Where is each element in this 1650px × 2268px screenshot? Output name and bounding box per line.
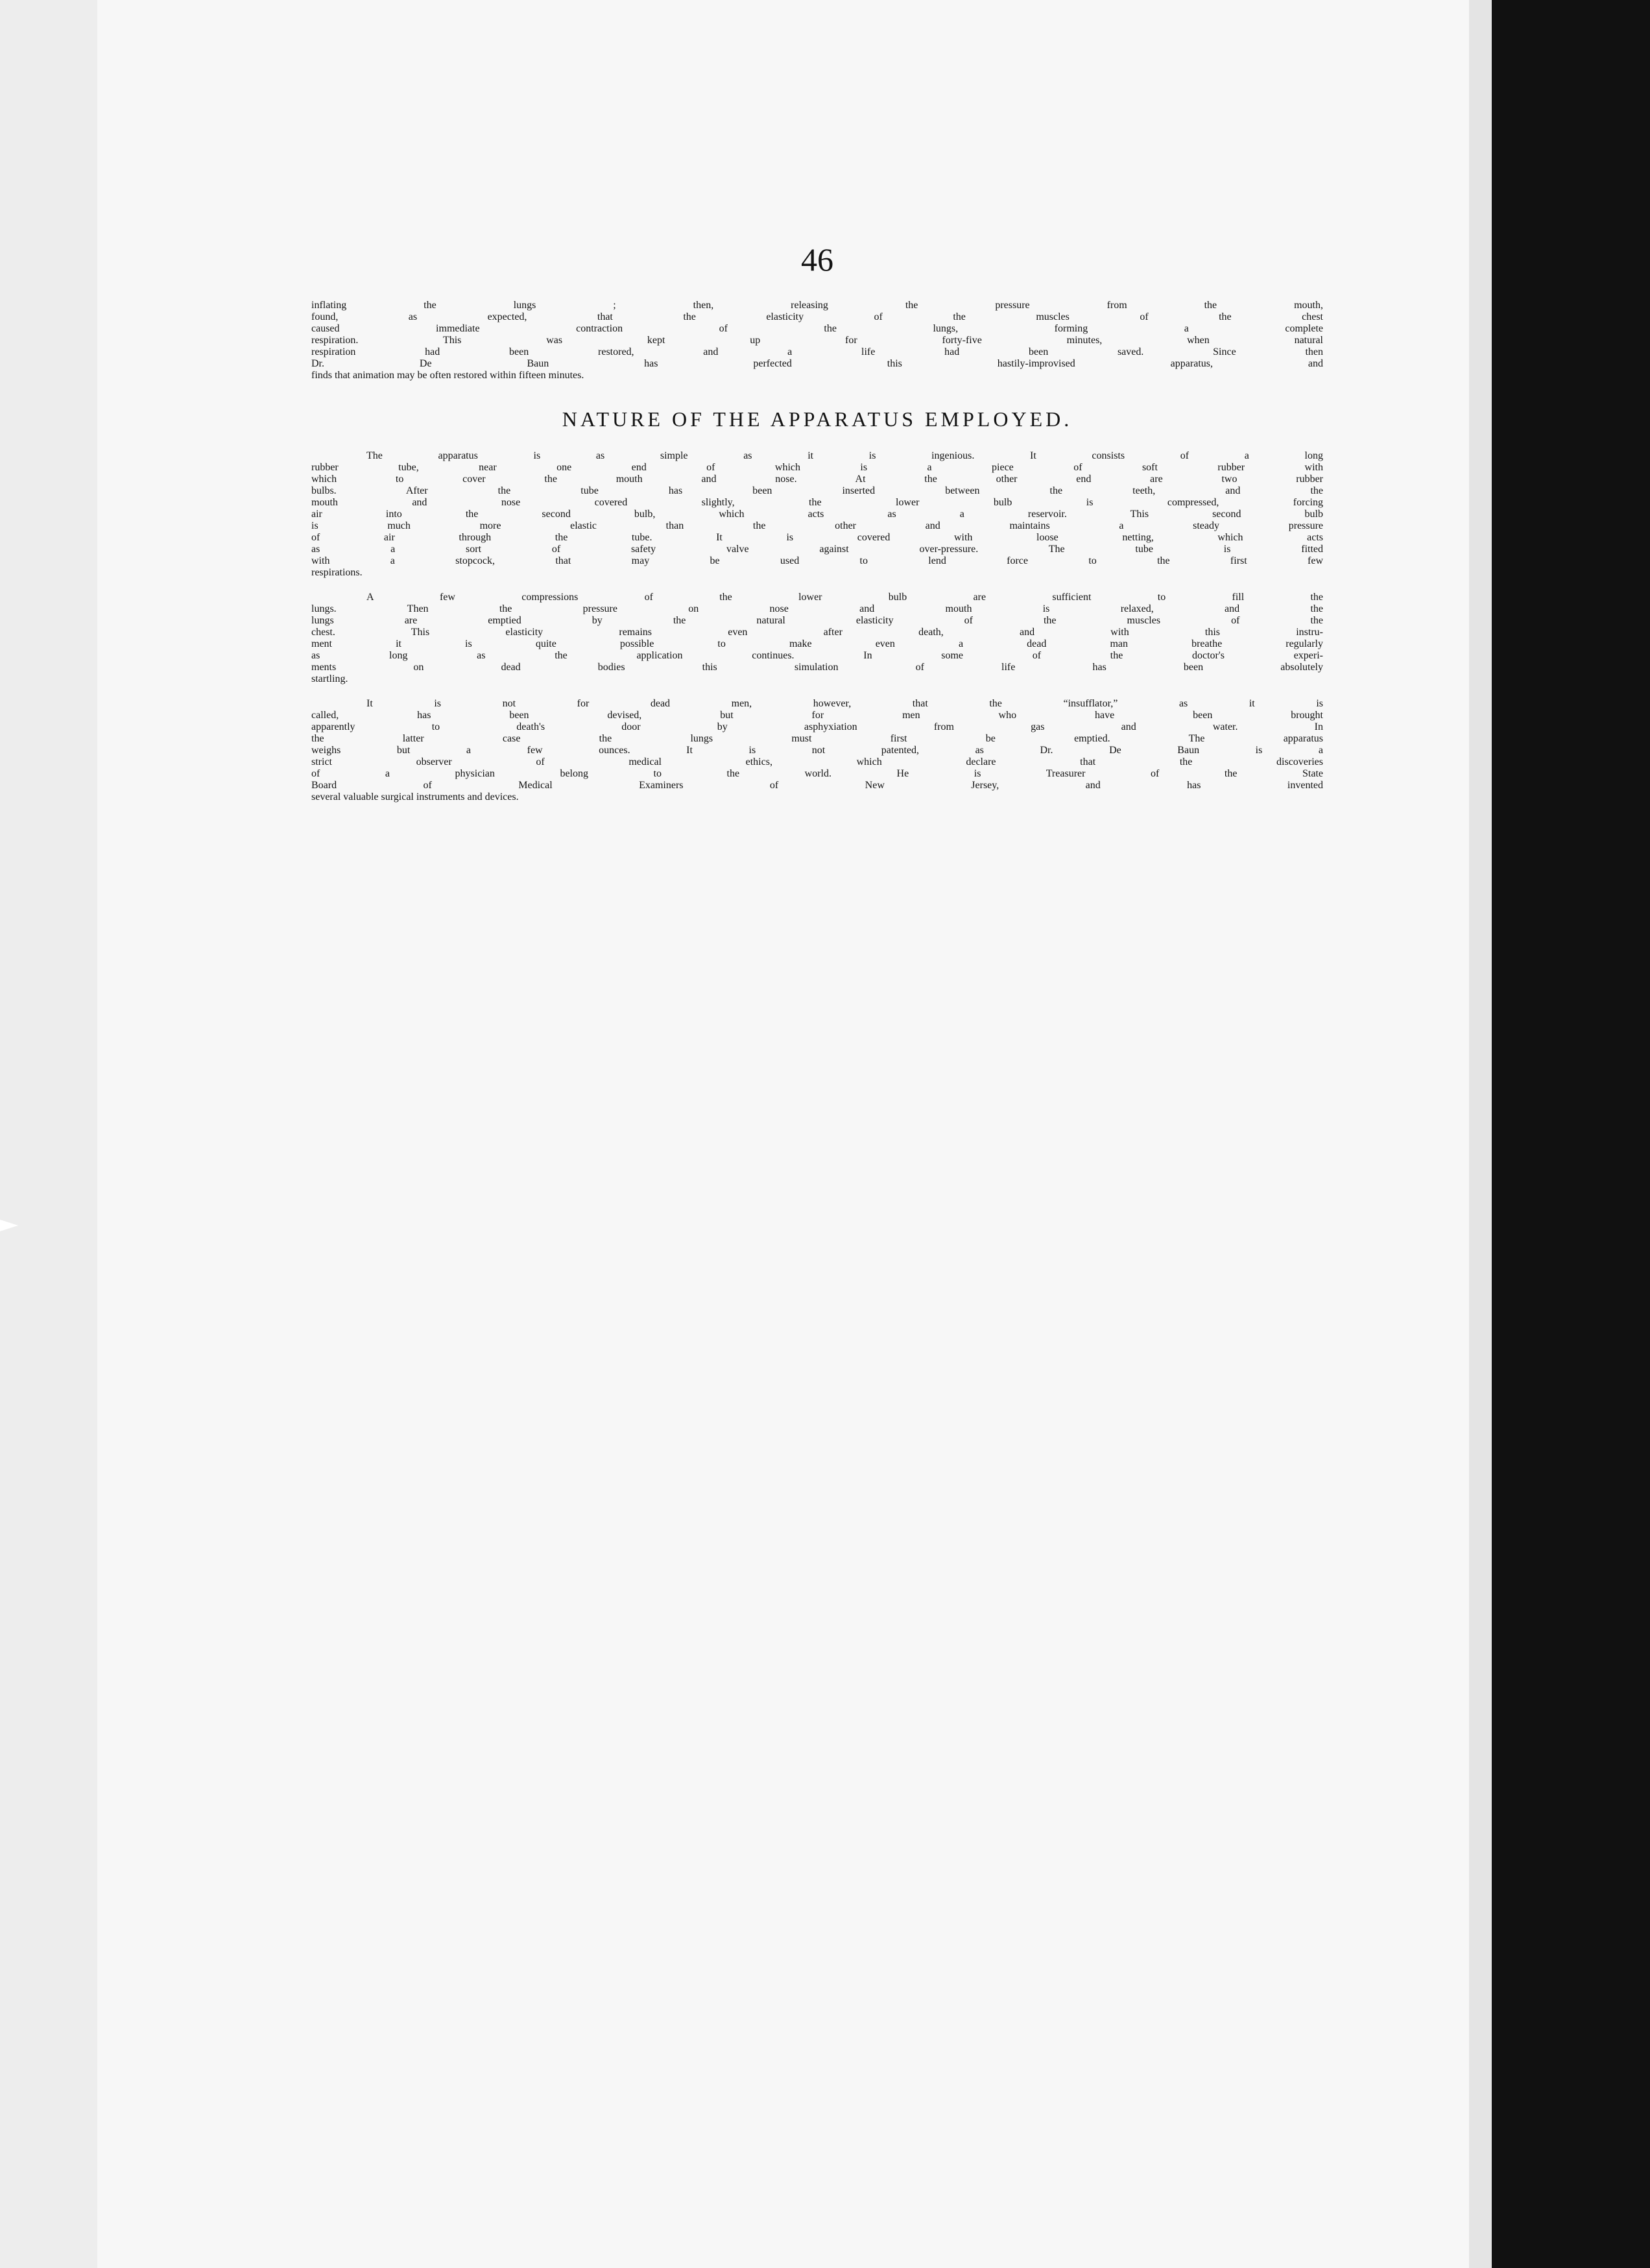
text-line: It is not for dead men, however, that the “insufflator,” as it is [366,698,1323,709]
paragraph-1 [311,300,1323,381]
text-line: as a sort of safety valve against over-pressure. The tube is fitted [311,544,1323,555]
text-line: A few compressions of the lower bulb are sufficient to fill the [366,592,1323,603]
page-number: 46 [801,241,833,278]
text-line: called, has been devised, but for men who have been brought [311,710,1323,721]
text-line: ment it is quite possible to make even a dead man breathe regularly [311,638,1323,649]
text-line: lungs. Then the pressure on nose and mouth is relaxed, and the [311,603,1323,614]
text-line: respiration. This was kept up for forty-five minutes, when natural [311,335,1323,346]
text-line: as long as the application continues. In some of the doctor's experi- [311,650,1323,661]
text-line: air into the second bulb, which acts as a reservoir. This second bulb [311,509,1323,520]
text-line: is much more elastic than the other and maintains a steady pressure [311,520,1323,531]
text-line: the latter case the lungs must first be emptied. The apparatus [311,733,1323,744]
text-line: ments on dead bodies this simulation of life has been absolutely [311,662,1323,673]
scan-right-background [1492,0,1650,2268]
page-content [311,240,1323,816]
text-line: respirations. [311,567,363,578]
text-line: Board of Medical Examiners of New Jersey, and has invented [311,780,1323,791]
text-line: found, as expected, that the elasticity of the muscles of the chest [311,311,1323,322]
text-line: weighs but a few ounces. It is not patented, as Dr. De Baun is a [311,745,1323,756]
text-line: lungs are emptied by the natural elasticity of the muscles of the [311,615,1323,626]
text-line: rubber tube, near one end of which is a piece of soft rubber with [311,462,1323,473]
text-line: mouth and nose covered slightly, the lower bulb is compressed, forcing [311,497,1323,508]
text-line: chest. This elasticity remains even after death, and with this instru- [311,627,1323,638]
text-line: bulbs. After the tube has been inserted between the teeth, and the [311,485,1323,496]
text-line: inflating the lungs ; then, releasing the pressure from the mouth, [311,300,1323,311]
page-gutter-shadow [1469,0,1492,2268]
text-line: of air through the tube. It is covered with loose netting, which acts [311,532,1323,543]
text-line: Dr. De Baun has perfected this hastily-improvised apparatus, and [311,358,1323,369]
text-line: of a physician belong to the world. He is Treasurer of the State [311,768,1323,779]
text-line: several valuable surgical instruments and devices. [311,791,519,802]
section-heading: NATURE OF THE APPARATUS EMPLOYED. [562,407,1073,431]
text-line: apparently to death's door by asphyxiation from gas and water. In [311,721,1323,732]
text-line: finds that animation may be often restored within fifteen minutes. [311,370,584,381]
paragraph-2 [311,450,1323,579]
scan-left-margin [0,0,97,2268]
text-line: which to cover the mouth and nose. At the other end are two rubber [311,474,1323,485]
text-line: The apparatus is as simple as it is ingenious. It consists of a long [366,450,1323,461]
text-line: caused immediate contraction of the lungs, forming a complete [311,323,1323,334]
text-line: respiration had been restored, and a life had been saved. Since then [311,346,1323,357]
text-line: startling. [311,673,348,684]
text-line: with a stopcock, that may be used to lend force to the first few [311,555,1323,566]
paragraph-3 [311,592,1323,685]
text-line: strict observer of medical ethics, which declare that the discoveries [311,756,1323,767]
paragraph-4 [311,698,1323,803]
